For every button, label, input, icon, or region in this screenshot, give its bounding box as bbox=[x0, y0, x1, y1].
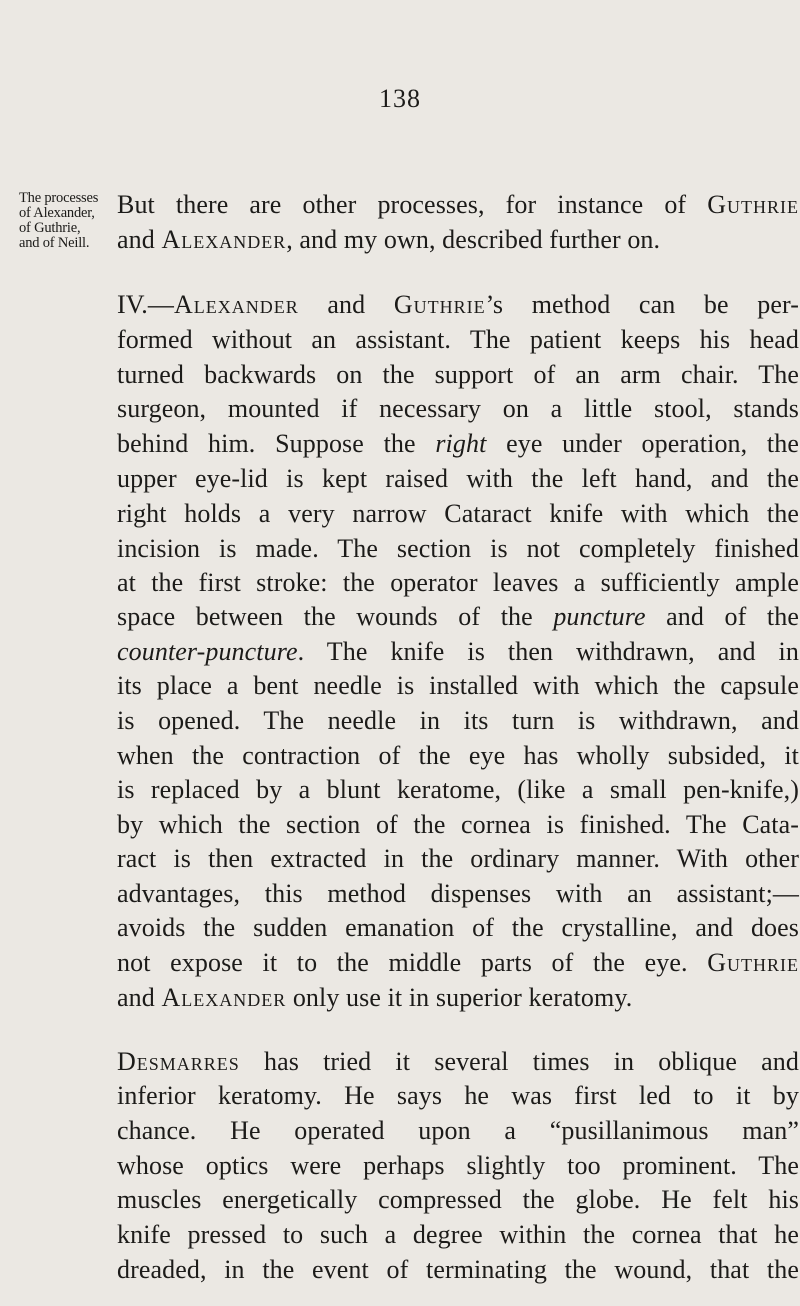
margin-note bbox=[19, 191, 99, 251]
small-caps-name: Desmarres bbox=[117, 1047, 240, 1076]
small-caps-name: Guthrie bbox=[707, 948, 799, 977]
text-run: IV.— bbox=[117, 290, 174, 319]
small-caps-name: Alexander bbox=[173, 290, 299, 319]
text-run: is replaced by a blunt keratome, (like a small pen-knife,) bbox=[117, 775, 799, 804]
italic-text: puncture bbox=[553, 602, 646, 631]
text-line bbox=[117, 948, 799, 978]
text-line bbox=[117, 429, 799, 459]
italic-text: counter-puncture bbox=[117, 637, 298, 666]
text-run: ’s method can be per- bbox=[485, 290, 799, 319]
text-run: has tried it several times in oblique and bbox=[239, 1047, 799, 1076]
text-line bbox=[117, 775, 799, 805]
text-line bbox=[117, 637, 799, 667]
text-run: formed without an assistant. The patient keeps his head bbox=[117, 325, 799, 354]
text-run: by which the section of the cornea is finished. The Cata- bbox=[117, 810, 799, 839]
text-line bbox=[117, 290, 799, 320]
text-run: , and my own, described further on. bbox=[286, 225, 661, 254]
text-line bbox=[117, 534, 799, 564]
text-line bbox=[117, 1081, 799, 1111]
text-run: behind him. Suppose the bbox=[117, 429, 436, 458]
text-line bbox=[117, 1255, 799, 1285]
text-run: and bbox=[117, 225, 162, 254]
margin-note-line: of Guthrie, bbox=[19, 220, 81, 236]
text-line bbox=[117, 360, 799, 390]
text-run: avoids the sudden emanation of the crystalline, and does bbox=[117, 913, 799, 942]
text-line bbox=[117, 1116, 799, 1146]
text-line bbox=[117, 1185, 799, 1215]
text-run: inferior keratomy. He says he was first led to it by bbox=[117, 1081, 799, 1110]
text-line bbox=[117, 602, 799, 632]
text-run: upper eye-lid is kept raised with the left hand, and the bbox=[117, 464, 799, 493]
text-run: advantages, this method dispenses with an assistant;— bbox=[117, 879, 799, 908]
small-caps-name: Alexander bbox=[161, 983, 287, 1012]
text-run: muscles energetically compressed the globe. He felt his bbox=[117, 1185, 799, 1214]
text-run: and bbox=[298, 290, 394, 319]
text-run: eye under operation, the bbox=[486, 429, 799, 458]
text-run: right holds a very narrow Cataract knife with which the bbox=[117, 499, 799, 528]
text-run: at the first stroke: the operator leaves a sufficiently ample bbox=[117, 568, 799, 597]
italic-text: right bbox=[435, 429, 487, 458]
page-number: 138 bbox=[379, 84, 421, 113]
text-line bbox=[117, 671, 799, 701]
text-line bbox=[117, 913, 799, 943]
text-run: space between the wounds of the bbox=[117, 602, 554, 631]
text-line bbox=[117, 325, 799, 355]
text-run: But there are other processes, for instance of bbox=[117, 190, 708, 219]
text-run: and bbox=[117, 983, 162, 1012]
text-line bbox=[117, 464, 799, 494]
text-run: not expose it to the middle parts of the eye. bbox=[117, 948, 708, 977]
text-run: ract is then extracted in the ordinary manner. With other bbox=[117, 844, 799, 873]
text-run: . The knife is then withdrawn, and in bbox=[297, 637, 799, 666]
text-run: turned backwards on the support of an arm chair. The bbox=[117, 360, 799, 389]
text-line bbox=[117, 1220, 799, 1250]
small-caps-name: Guthrie bbox=[393, 290, 486, 319]
small-caps-name: Alexander bbox=[161, 225, 287, 254]
text-line bbox=[117, 810, 799, 840]
text-run: its place a bent needle is installed with which the capsule bbox=[117, 671, 799, 700]
text-line bbox=[117, 706, 799, 736]
text-run: incision is made. The section is not completely finished bbox=[117, 534, 799, 563]
margin-note-line: of Alexander, bbox=[19, 205, 95, 221]
text-run: knife pressed to such a degree within the cornea that he bbox=[117, 1220, 799, 1249]
text-line bbox=[117, 225, 660, 255]
text-line bbox=[117, 568, 799, 598]
text-run: dreaded, in the event of terminating the wound, that the bbox=[117, 1255, 799, 1284]
text-line bbox=[117, 879, 799, 909]
text-line bbox=[117, 1151, 799, 1181]
margin-note-line: and of Neill. bbox=[19, 235, 90, 251]
text-line bbox=[117, 394, 799, 424]
text-run: is opened. The needle in its turn is withdrawn, and bbox=[117, 706, 799, 735]
text-line bbox=[117, 741, 799, 771]
text-line bbox=[117, 499, 799, 529]
text-run: whose optics were perhaps slightly too prominent. The bbox=[117, 1151, 799, 1180]
small-caps-name: Guthrie bbox=[707, 190, 799, 219]
margin-note-line: The processes bbox=[19, 190, 99, 206]
text-line bbox=[117, 844, 799, 874]
text-run: surgeon, mounted if necessary on a little stool, stands bbox=[117, 394, 799, 423]
text-run: chance. He operated upon a “pusillanimous man” bbox=[117, 1116, 799, 1145]
text-run: and of the bbox=[645, 602, 799, 631]
text-line bbox=[117, 190, 799, 220]
text-line bbox=[117, 1047, 799, 1077]
text-run: when the contraction of the eye has wholly subsided, it bbox=[117, 741, 799, 770]
text-line bbox=[117, 983, 632, 1013]
text-run: only use it in superior keratomy. bbox=[286, 983, 633, 1012]
